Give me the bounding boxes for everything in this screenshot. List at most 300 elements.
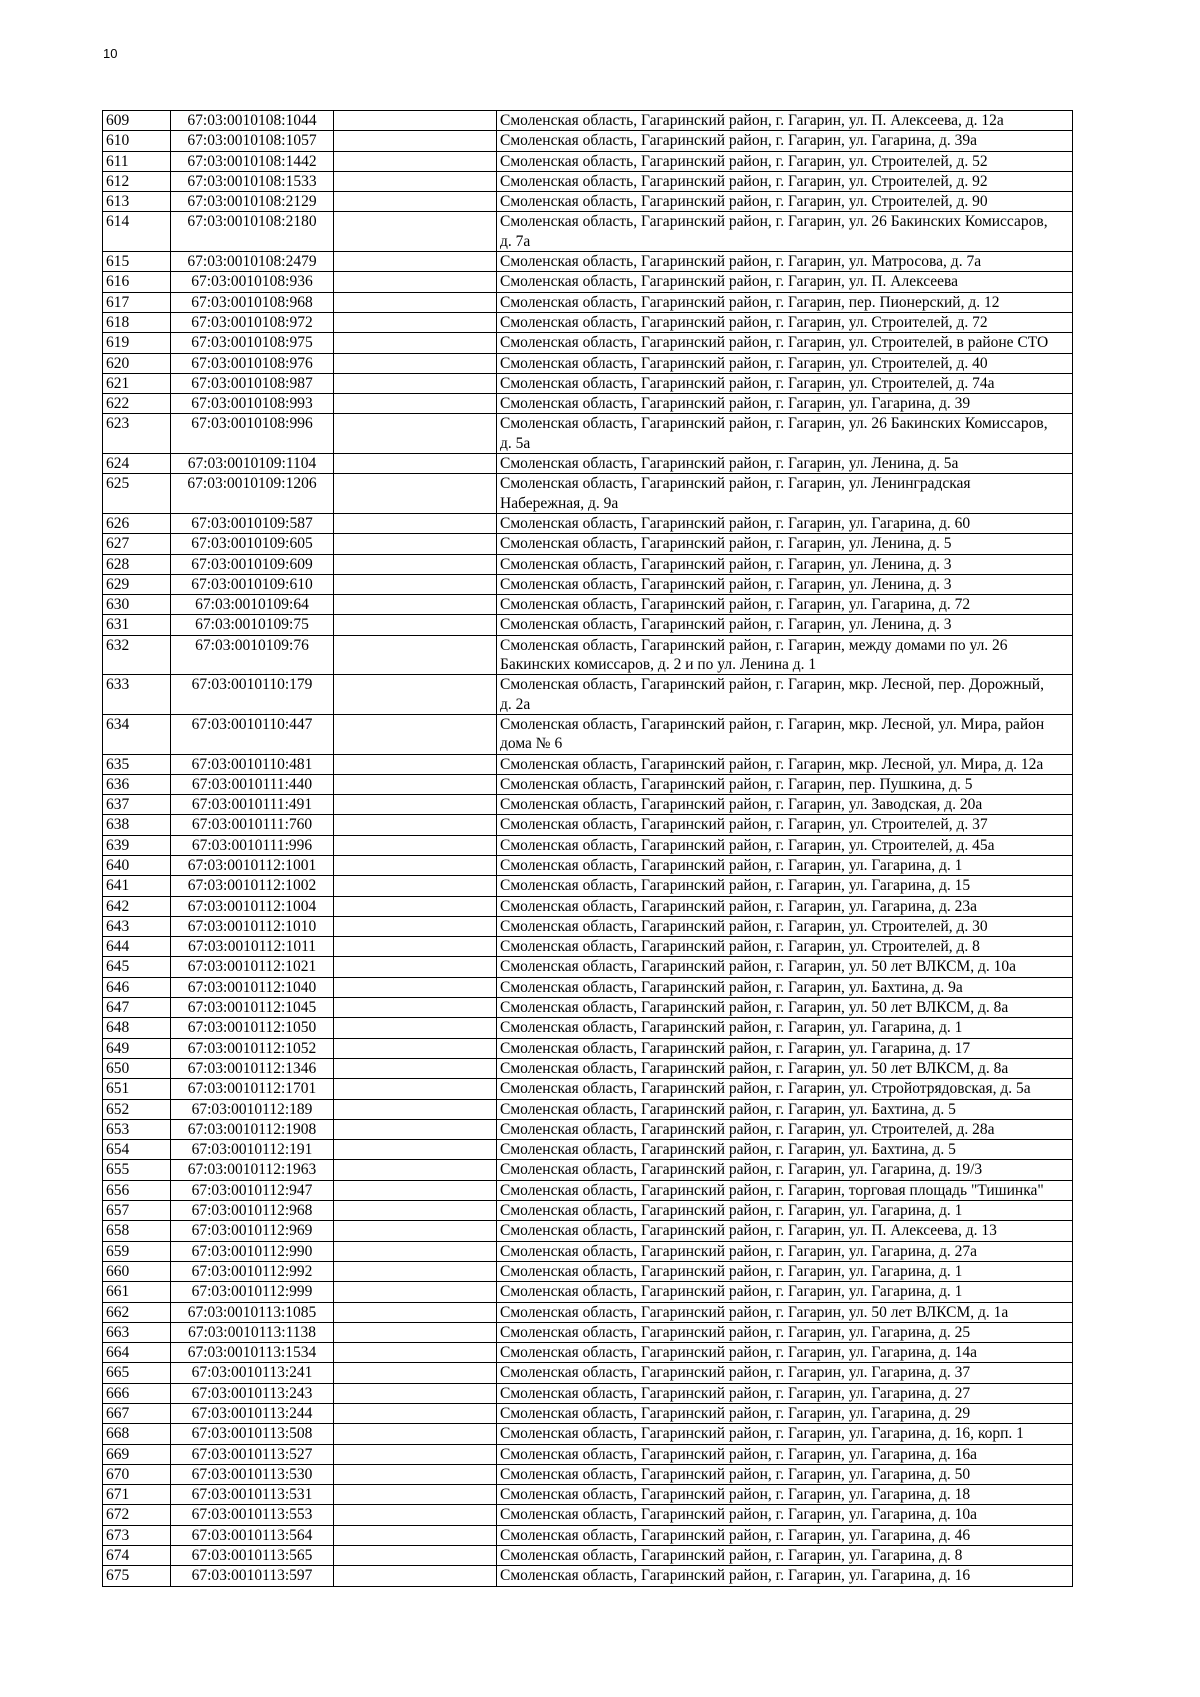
address-cell: Смоленская область, Гагаринский район, г. Гагарин, ул. Строителей, д. 92 <box>497 171 1073 191</box>
table-row <box>103 754 1073 774</box>
row-number-cell: 670 <box>103 1464 171 1484</box>
cadastral-number-cell: 67:03:0010108:993 <box>171 394 334 414</box>
row-number-cell: 655 <box>103 1160 171 1180</box>
cadastral-number-cell: 67:03:0010109:609 <box>171 554 334 574</box>
cadastral-number-cell: 67:03:0010108:1057 <box>171 131 334 151</box>
address-cell: Смоленская область, Гагаринский район, г. Гагарин, ул. Строителей, д. 72 <box>497 312 1073 332</box>
cadastral-number-cell: 67:03:0010108:968 <box>171 292 334 312</box>
cadastral-number-cell: 67:03:0010111:491 <box>171 795 334 815</box>
row-number-cell: 636 <box>103 774 171 794</box>
cadastral-number-cell: 67:03:0010109:75 <box>171 615 334 635</box>
empty-cell <box>334 1424 497 1444</box>
table-row <box>103 1464 1073 1484</box>
table-row <box>103 333 1073 353</box>
row-number-cell: 663 <box>103 1322 171 1342</box>
table-body <box>103 111 1073 1587</box>
address-cell: Смоленская область, Гагаринский район, г. Гагарин, ул. Строителей, д. 40 <box>497 353 1073 373</box>
cadastral-number-cell: 67:03:0010110:481 <box>171 754 334 774</box>
table-row <box>103 151 1073 171</box>
cadastral-number-cell: 67:03:0010112:1011 <box>171 937 334 957</box>
address-cell: Смоленская область, Гагаринский район, г. Гагарин, ул. Гагарина, д. 16, корп. 1 <box>497 1424 1073 1444</box>
table-row <box>103 795 1073 815</box>
cadastral-number-cell: 67:03:0010112:1908 <box>171 1119 334 1139</box>
row-number-cell: 660 <box>103 1261 171 1281</box>
address-cell: Смоленская область, Гагаринский район, г. Гагарин, ул. 50 лет ВЛКСМ, д. 8а <box>497 1058 1073 1078</box>
land-plot-register-table <box>102 110 1073 1587</box>
empty-cell <box>334 1038 497 1058</box>
empty-cell <box>334 1525 497 1545</box>
cadastral-number-cell: 67:03:0010113:244 <box>171 1404 334 1424</box>
row-number-cell: 618 <box>103 312 171 332</box>
address-cell: Смоленская область, Гагаринский район, г. Гагарин, ул. Бахтина, д. 5 <box>497 1099 1073 1119</box>
table-row <box>103 454 1073 474</box>
table-row <box>103 714 1073 754</box>
address-cell: Смоленская область, Гагаринский район, г. Гагарин, ул. Гагарина, д. 37 <box>497 1363 1073 1383</box>
row-number-cell: 667 <box>103 1404 171 1424</box>
cadastral-number-cell: 67:03:0010112:1052 <box>171 1038 334 1058</box>
table-row <box>103 171 1073 191</box>
table-row <box>103 1485 1073 1505</box>
cadastral-number-cell: 67:03:0010109:76 <box>171 635 334 675</box>
cadastral-number-cell: 67:03:0010113:527 <box>171 1444 334 1464</box>
empty-cell <box>334 534 497 554</box>
table-row <box>103 1018 1073 1038</box>
table-row <box>103 1160 1073 1180</box>
cadastral-number-cell: 67:03:0010108:996 <box>171 414 334 454</box>
address-cell: Смоленская область, Гагаринский район, г. Гагарин, ул. Гагарина, д. 39а <box>497 131 1073 151</box>
cadastral-number-cell: 67:03:0010109:1104 <box>171 454 334 474</box>
empty-cell <box>334 151 497 171</box>
address-cell: Смоленская область, Гагаринский район, г. Гагарин, мкр. Лесной, ул. Мира, д. 12а <box>497 754 1073 774</box>
row-number-cell: 631 <box>103 615 171 635</box>
address-cell: Смоленская область, Гагаринский район, г. Гагарин, ул. Гагарина, д. 39 <box>497 394 1073 414</box>
row-number-cell: 640 <box>103 855 171 875</box>
table-row <box>103 1505 1073 1525</box>
cadastral-number-cell: 67:03:0010112:1050 <box>171 1018 334 1038</box>
row-number-cell: 612 <box>103 171 171 191</box>
table-row <box>103 1201 1073 1221</box>
empty-cell <box>334 1261 497 1281</box>
empty-cell <box>334 272 497 292</box>
table-row <box>103 1119 1073 1139</box>
address-cell: Смоленская область, Гагаринский район, г. Гагарин, ул. Гагарина, д. 18 <box>497 1485 1073 1505</box>
address-cell: Смоленская область, Гагаринский район, г. Гагарин, ул. Стройотрядовская, д. 5а <box>497 1079 1073 1099</box>
empty-cell <box>334 1546 497 1566</box>
row-number-cell: 656 <box>103 1180 171 1200</box>
address-cell: Смоленская область, Гагаринский район, г. Гагарин, ул. 50 лет ВЛКСМ, д. 10а <box>497 957 1073 977</box>
cadastral-number-cell: 67:03:0010108:1442 <box>171 151 334 171</box>
cadastral-number-cell: 67:03:0010108:2479 <box>171 252 334 272</box>
empty-cell <box>334 896 497 916</box>
row-number-cell: 658 <box>103 1221 171 1241</box>
empty-cell <box>334 1099 497 1119</box>
empty-cell <box>334 1241 497 1261</box>
address-cell: Смоленская область, Гагаринский район, г. Гагарин, мкр. Лесной, ул. Мира, район дома № 6 <box>497 714 1073 754</box>
cadastral-number-cell: 67:03:0010112:1002 <box>171 876 334 896</box>
address-cell: Смоленская область, Гагаринский район, г. Гагарин, ул. Гагарина, д. 60 <box>497 513 1073 533</box>
table-row <box>103 635 1073 675</box>
cadastral-number-cell: 67:03:0010108:1533 <box>171 171 334 191</box>
cadastral-number-cell: 67:03:0010113:564 <box>171 1525 334 1545</box>
empty-cell <box>334 574 497 594</box>
empty-cell <box>334 1383 497 1403</box>
address-cell: Смоленская область, Гагаринский район, г. Гагарин, ул. Строителей, д. 37 <box>497 815 1073 835</box>
empty-cell <box>334 1201 497 1221</box>
cadastral-number-cell: 67:03:0010112:1001 <box>171 855 334 875</box>
address-cell: Смоленская область, Гагаринский район, г. Гагарин, ул. Строителей, в районе СТО <box>497 333 1073 353</box>
address-cell: Смоленская область, Гагаринский район, г. Гагарин, ул. Гагарина, д. 1 <box>497 1282 1073 1302</box>
row-number-cell: 652 <box>103 1099 171 1119</box>
table-row <box>103 1079 1073 1099</box>
empty-cell <box>334 1363 497 1383</box>
row-number-cell: 669 <box>103 1444 171 1464</box>
empty-cell <box>334 815 497 835</box>
row-number-cell: 671 <box>103 1485 171 1505</box>
row-number-cell: 633 <box>103 675 171 715</box>
address-cell: Смоленская область, Гагаринский район, г. Гагарин, ул. Гагарина, д. 14а <box>497 1343 1073 1363</box>
row-number-cell: 650 <box>103 1058 171 1078</box>
table-row <box>103 916 1073 936</box>
cadastral-number-cell: 67:03:0010113:597 <box>171 1566 334 1586</box>
table-row <box>103 574 1073 594</box>
empty-cell <box>334 998 497 1018</box>
cadastral-number-cell: 67:03:0010113:1085 <box>171 1302 334 1322</box>
row-number-cell: 639 <box>103 835 171 855</box>
address-cell: Смоленская область, Гагаринский район, г. Гагарин, мкр. Лесной, пер. Дорожный, д. 2а <box>497 675 1073 715</box>
row-number-cell: 659 <box>103 1241 171 1261</box>
table-row <box>103 998 1073 1018</box>
row-number-cell: 620 <box>103 353 171 373</box>
address-cell: Смоленская область, Гагаринский район, г. Гагарин, ул. Ленинградская Набережная, д. 9а <box>497 474 1073 514</box>
empty-cell <box>334 394 497 414</box>
empty-cell <box>334 916 497 936</box>
table-row <box>103 1282 1073 1302</box>
table-row <box>103 1058 1073 1078</box>
address-cell: Смоленская область, Гагаринский район, г. Гагарин, ул. Ленина, д. 5а <box>497 454 1073 474</box>
empty-cell <box>334 131 497 151</box>
table-row <box>103 1404 1073 1424</box>
empty-cell <box>334 1079 497 1099</box>
empty-cell <box>334 1566 497 1586</box>
table-row <box>103 1322 1073 1342</box>
row-number-cell: 649 <box>103 1038 171 1058</box>
table-row <box>103 292 1073 312</box>
cadastral-number-cell: 67:03:0010112:1040 <box>171 977 334 997</box>
cadastral-number-cell: 67:03:0010112:189 <box>171 1099 334 1119</box>
cadastral-number-cell: 67:03:0010108:936 <box>171 272 334 292</box>
table-row <box>103 977 1073 997</box>
cadastral-number-cell: 67:03:0010112:1004 <box>171 896 334 916</box>
address-cell: Смоленская область, Гагаринский район, г. Гагарин, ул. Ленина, д. 3 <box>497 554 1073 574</box>
table-row <box>103 1241 1073 1261</box>
table-row <box>103 615 1073 635</box>
address-cell: Смоленская область, Гагаринский район, г. Гагарин, ул. Гагарина, д. 1 <box>497 1018 1073 1038</box>
address-cell: Смоленская область, Гагаринский район, г. Гагарин, ул. Гагарина, д. 16 <box>497 1566 1073 1586</box>
empty-cell <box>334 635 497 675</box>
address-cell: Смоленская область, Гагаринский район, г. Гагарин, ул. 50 лет ВЛКСМ, д. 1а <box>497 1302 1073 1322</box>
cadastral-number-cell: 67:03:0010108:975 <box>171 333 334 353</box>
empty-cell <box>334 312 497 332</box>
table-row <box>103 554 1073 574</box>
cadastral-number-cell: 67:03:0010109:610 <box>171 574 334 594</box>
table-row <box>103 312 1073 332</box>
row-number-cell: 662 <box>103 1302 171 1322</box>
row-number-cell: 624 <box>103 454 171 474</box>
cadastral-number-cell: 67:03:0010110:179 <box>171 675 334 715</box>
address-cell: Смоленская область, Гагаринский район, г. Гагарин, ул. Строителей, д. 90 <box>497 192 1073 212</box>
address-cell: Смоленская область, Гагаринский район, г. Гагарин, ул. Гагарина, д. 8 <box>497 1546 1073 1566</box>
address-cell: Смоленская область, Гагаринский район, г. Гагарин, ул. Бахтина, д. 9а <box>497 977 1073 997</box>
row-number-cell: 642 <box>103 896 171 916</box>
address-cell: Смоленская область, Гагаринский район, г. Гагарин, пер. Пионерский, д. 12 <box>497 292 1073 312</box>
row-number-cell: 668 <box>103 1424 171 1444</box>
empty-cell <box>334 1140 497 1160</box>
empty-cell <box>334 353 497 373</box>
row-number-cell: 646 <box>103 977 171 997</box>
row-number-cell: 645 <box>103 957 171 977</box>
row-number-cell: 628 <box>103 554 171 574</box>
empty-cell <box>334 795 497 815</box>
empty-cell <box>334 1119 497 1139</box>
cadastral-number-cell: 67:03:0010109:64 <box>171 595 334 615</box>
empty-cell <box>334 171 497 191</box>
table-row <box>103 1424 1073 1444</box>
empty-cell <box>334 333 497 353</box>
table-row <box>103 595 1073 615</box>
cadastral-number-cell: 67:03:0010113:530 <box>171 1464 334 1484</box>
table-row <box>103 1038 1073 1058</box>
cadastral-number-cell: 67:03:0010112:969 <box>171 1221 334 1241</box>
row-number-cell: 613 <box>103 192 171 212</box>
cadastral-number-cell: 67:03:0010113:553 <box>171 1505 334 1525</box>
row-number-cell: 615 <box>103 252 171 272</box>
row-number-cell: 623 <box>103 414 171 454</box>
address-cell: Смоленская область, Гагаринский район, г. Гагарин, ул. Матросова, д. 7а <box>497 252 1073 272</box>
table-row <box>103 1363 1073 1383</box>
table-row <box>103 252 1073 272</box>
empty-cell <box>334 111 497 131</box>
address-cell: Смоленская область, Гагаринский район, г. Гагарин, ул. Строителей, д. 30 <box>497 916 1073 936</box>
address-cell: Смоленская область, Гагаринский район, г. Гагарин, ул. Ленина, д. 3 <box>497 615 1073 635</box>
cadastral-number-cell: 67:03:0010108:972 <box>171 312 334 332</box>
row-number-cell: 666 <box>103 1383 171 1403</box>
cadastral-number-cell: 67:03:0010112:968 <box>171 1201 334 1221</box>
row-number-cell: 611 <box>103 151 171 171</box>
empty-cell <box>334 1343 497 1363</box>
empty-cell <box>334 1018 497 1038</box>
row-number-cell: 648 <box>103 1018 171 1038</box>
address-cell: Смоленская область, Гагаринский район, г. Гагарин, ул. Ленина, д. 3 <box>497 574 1073 594</box>
row-number-cell: 675 <box>103 1566 171 1586</box>
cadastral-number-cell: 67:03:0010110:447 <box>171 714 334 754</box>
empty-cell <box>334 1180 497 1200</box>
table-row <box>103 1343 1073 1363</box>
row-number-cell: 632 <box>103 635 171 675</box>
table-row <box>103 957 1073 977</box>
address-cell: Смоленская область, Гагаринский район, г. Гагарин, ул. Гагарина, д. 27а <box>497 1241 1073 1261</box>
empty-cell <box>334 1464 497 1484</box>
row-number-cell: 635 <box>103 754 171 774</box>
table-row <box>103 1525 1073 1545</box>
address-cell: Смоленская область, Гагаринский район, г. Гагарин, ул. Гагарина, д. 72 <box>497 595 1073 615</box>
cadastral-number-cell: 67:03:0010113:243 <box>171 1383 334 1403</box>
empty-cell <box>334 252 497 272</box>
empty-cell <box>334 1505 497 1525</box>
row-number-cell: 630 <box>103 595 171 615</box>
page-number: 10 <box>103 46 118 61</box>
table-row <box>103 1099 1073 1119</box>
address-cell: Смоленская область, Гагаринский район, г. Гагарин, ул. П. Алексеева, д. 13 <box>497 1221 1073 1241</box>
table-row <box>103 1221 1073 1241</box>
row-number-cell: 629 <box>103 574 171 594</box>
table-row <box>103 131 1073 151</box>
empty-cell <box>334 1160 497 1180</box>
address-cell: Смоленская область, Гагаринский район, г. Гагарин, ул. Гагарина, д. 25 <box>497 1322 1073 1342</box>
empty-cell <box>334 1221 497 1241</box>
empty-cell <box>334 414 497 454</box>
address-cell: Смоленская область, Гагаринский район, г. Гагарин, ул. Гагарина, д. 50 <box>497 1464 1073 1484</box>
empty-cell <box>334 474 497 514</box>
table-row <box>103 1180 1073 1200</box>
row-number-cell: 665 <box>103 1363 171 1383</box>
cadastral-number-cell: 67:03:0010113:241 <box>171 1363 334 1383</box>
cadastral-number-cell: 67:03:0010113:508 <box>171 1424 334 1444</box>
cadastral-number-cell: 67:03:0010112:1010 <box>171 916 334 936</box>
row-number-cell: 617 <box>103 292 171 312</box>
cadastral-number-cell: 67:03:0010113:1534 <box>171 1343 334 1363</box>
address-cell: Смоленская область, Гагаринский район, г. Гагарин, ул. П. Алексеева, д. 12а <box>497 111 1073 131</box>
address-cell: Смоленская область, Гагаринский район, г. Гагарин, ул. Ленина, д. 5 <box>497 534 1073 554</box>
address-cell: Смоленская область, Гагаринский район, г. Гагарин, ул. Гагарина, д. 29 <box>497 1404 1073 1424</box>
table-row <box>103 1261 1073 1281</box>
empty-cell <box>334 554 497 574</box>
cadastral-number-cell: 67:03:0010112:1346 <box>171 1058 334 1078</box>
row-number-cell: 651 <box>103 1079 171 1099</box>
cadastral-number-cell: 67:03:0010112:1963 <box>171 1160 334 1180</box>
address-cell: Смоленская область, Гагаринский район, г. Гагарин, ул. 50 лет ВЛКСМ, д. 8а <box>497 998 1073 1018</box>
cadastral-number-cell: 67:03:0010112:990 <box>171 1241 334 1261</box>
empty-cell <box>334 454 497 474</box>
address-cell: Смоленская область, Гагаринский район, г. Гагарин, ул. Гагарина, д. 27 <box>497 1383 1073 1403</box>
row-number-cell: 609 <box>103 111 171 131</box>
row-number-cell: 672 <box>103 1505 171 1525</box>
address-cell: Смоленская область, Гагаринский район, г. Гагарин, ул. Гагарина, д. 46 <box>497 1525 1073 1545</box>
table-row <box>103 876 1073 896</box>
address-cell: Смоленская область, Гагаринский район, г. Гагарин, ул. Гагарина, д. 10а <box>497 1505 1073 1525</box>
cadastral-number-cell: 67:03:0010113:1138 <box>171 1322 334 1342</box>
table-row <box>103 373 1073 393</box>
cadastral-number-cell: 67:03:0010112:992 <box>171 1261 334 1281</box>
row-number-cell: 626 <box>103 513 171 533</box>
address-cell: Смоленская область, Гагаринский район, г. Гагарин, ул. Гагарина, д. 19/3 <box>497 1160 1073 1180</box>
empty-cell <box>334 937 497 957</box>
cadastral-number-cell: 67:03:0010108:1044 <box>171 111 334 131</box>
address-cell: Смоленская область, Гагаринский район, г. Гагарин, ул. Гагарина, д. 15 <box>497 876 1073 896</box>
address-cell: Смоленская область, Гагаринский район, г. Гагарин, торговая площадь "Тишинка" <box>497 1180 1073 1200</box>
empty-cell <box>334 835 497 855</box>
address-cell: Смоленская область, Гагаринский район, г. Гагарин, ул. 26 Бакинских Комиссаров, д. 7а <box>497 212 1073 252</box>
row-number-cell: 614 <box>103 212 171 252</box>
empty-cell <box>334 292 497 312</box>
empty-cell <box>334 1485 497 1505</box>
cadastral-number-cell: 67:03:0010113:531 <box>171 1485 334 1505</box>
table-row <box>103 414 1073 454</box>
row-number-cell: 641 <box>103 876 171 896</box>
address-cell: Смоленская область, Гагаринский район, г. Гагарин, ул. Гагарина, д. 1 <box>497 1261 1073 1281</box>
address-cell: Смоленская область, Гагаринский район, г. Гагарин, ул. Строителей, д. 28а <box>497 1119 1073 1139</box>
row-number-cell: 622 <box>103 394 171 414</box>
empty-cell <box>334 513 497 533</box>
row-number-cell: 625 <box>103 474 171 514</box>
row-number-cell: 647 <box>103 998 171 1018</box>
empty-cell <box>334 212 497 252</box>
cadastral-number-cell: 67:03:0010109:1206 <box>171 474 334 514</box>
table-row <box>103 394 1073 414</box>
empty-cell <box>334 615 497 635</box>
table-row <box>103 896 1073 916</box>
empty-cell <box>334 714 497 754</box>
address-cell: Смоленская область, Гагаринский район, г. Гагарин, ул. Бахтина, д. 5 <box>497 1140 1073 1160</box>
row-number-cell: 661 <box>103 1282 171 1302</box>
row-number-cell: 664 <box>103 1343 171 1363</box>
address-cell: Смоленская область, Гагаринский район, г. Гагарин, ул. Строителей, д. 8 <box>497 937 1073 957</box>
table-row <box>103 474 1073 514</box>
table-row <box>103 774 1073 794</box>
table-row <box>103 1302 1073 1322</box>
empty-cell <box>334 957 497 977</box>
row-number-cell: 637 <box>103 795 171 815</box>
row-number-cell: 638 <box>103 815 171 835</box>
row-number-cell: 621 <box>103 373 171 393</box>
cadastral-number-cell: 67:03:0010108:976 <box>171 353 334 373</box>
empty-cell <box>334 675 497 715</box>
cadastral-number-cell: 67:03:0010111:996 <box>171 835 334 855</box>
address-cell: Смоленская область, Гагаринский район, г. Гагарин, ул. П. Алексеева <box>497 272 1073 292</box>
table-row <box>103 212 1073 252</box>
table-row <box>103 272 1073 292</box>
cadastral-number-cell: 67:03:0010111:760 <box>171 815 334 835</box>
address-cell: Смоленская область, Гагаринский район, г. Гагарин, ул. 26 Бакинских Комиссаров, д. 5а <box>497 414 1073 454</box>
table-row <box>103 1383 1073 1403</box>
empty-cell <box>334 1302 497 1322</box>
cadastral-number-cell: 67:03:0010109:605 <box>171 534 334 554</box>
address-cell: Смоленская область, Гагаринский район, г. Гагарин, ул. Строителей, д. 74а <box>497 373 1073 393</box>
table-row <box>103 675 1073 715</box>
address-cell: Смоленская область, Гагаринский район, г. Гагарин, ул. Гагарина, д. 1 <box>497 1201 1073 1221</box>
row-number-cell: 644 <box>103 937 171 957</box>
cadastral-number-cell: 67:03:0010112:1045 <box>171 998 334 1018</box>
empty-cell <box>334 1404 497 1424</box>
table-row <box>103 1546 1073 1566</box>
table-row <box>103 815 1073 835</box>
address-cell: Смоленская область, Гагаринский район, г. Гагарин, ул. Гагарина, д. 23а <box>497 896 1073 916</box>
table-row <box>103 513 1073 533</box>
address-cell: Смоленская область, Гагаринский район, г. Гагарин, между домами по ул. 26 Бакинских комиссаров, д. 2 и по ул. Ленина д. 1 <box>497 635 1073 675</box>
table-row <box>103 353 1073 373</box>
table-row <box>103 111 1073 131</box>
empty-cell <box>334 373 497 393</box>
empty-cell <box>334 192 497 212</box>
row-number-cell: 653 <box>103 1119 171 1139</box>
empty-cell <box>334 876 497 896</box>
row-number-cell: 627 <box>103 534 171 554</box>
empty-cell <box>334 1322 497 1342</box>
empty-cell <box>334 1282 497 1302</box>
cadastral-number-cell: 67:03:0010112:1701 <box>171 1079 334 1099</box>
address-cell: Смоленская область, Гагаринский район, г. Гагарин, ул. Гагарина, д. 1 <box>497 855 1073 875</box>
table-row <box>103 855 1073 875</box>
table-row <box>103 1444 1073 1464</box>
